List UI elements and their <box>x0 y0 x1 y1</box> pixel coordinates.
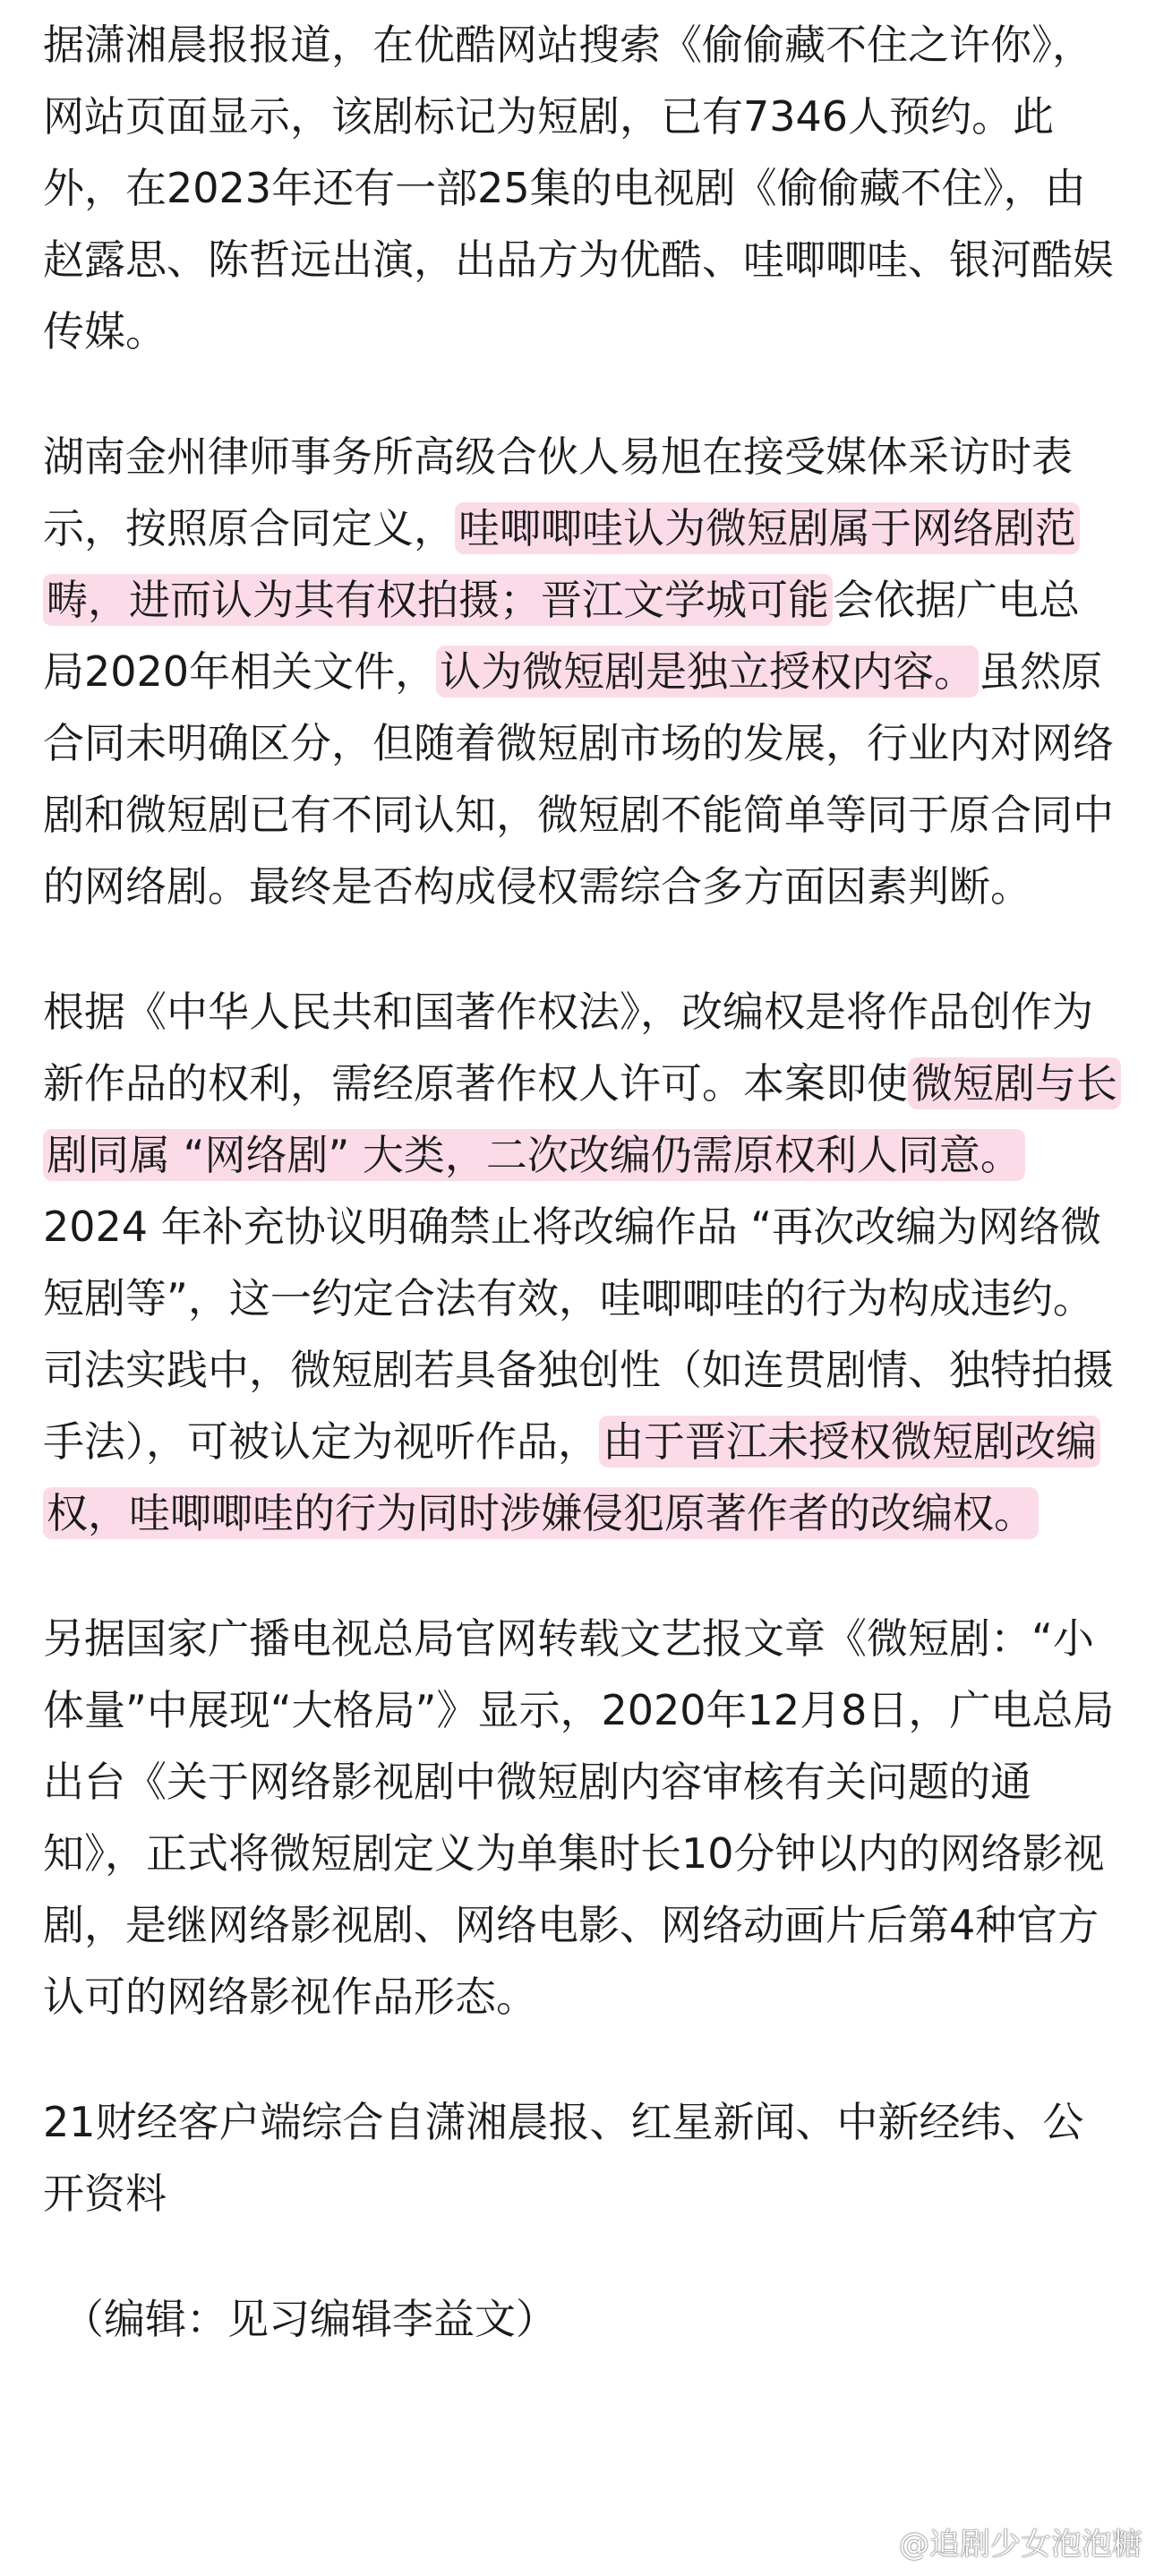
paragraph <box>43 9 1117 367</box>
text-segment: 2024 年补充协议明确禁止将改编作品 “再次改编为网络微短剧等”，这一约定合法有效，哇唧唧哇的行为构成违约。司法实践中，微短剧若具备独创性（如连贯剧情、独特拍摄手法），可被认定为视听作品， <box>43 1202 1114 1466</box>
article-body <box>43 0 1117 2355</box>
paragraph <box>43 1603 1117 2033</box>
watermark-text: @追剧少女泡泡糖 <box>899 2527 1142 2563</box>
text-segment: 虽然原合同未明确区分，但随着微短剧市场的发展，行业内对网络剧和微短剧已有不同认知，微短剧不能简单等同于原合同中的网络剧。最终是否构成侵权需综合多方面因素判断。 <box>43 647 1114 911</box>
highlighted-text: 哇唧唧哇认为微短剧属于网络剧范畴，进而认为其有权拍摄；晋江文学城可能 <box>43 502 1080 626</box>
weibo-icon <box>851 2525 892 2559</box>
text-segment: 根据《中华人民共和国著作权法》，改编权是将作品创作为新作品的权利，需经原著作权人许可。本案即使 <box>43 988 1093 1108</box>
highlighted-text: 微短剧与长剧同属 “网络剧” 大类，二次改编仍需原权利人同意。 <box>43 1057 1121 1181</box>
text-segment: 湖南金州律师事务所高级合伙人易旭在接受媒体采访时表示，按照原合同定义， <box>43 432 1073 552</box>
text-segment: 据潇湘晨报报道，在优酷网站搜索《偷偷藏不住之许你》，网站页面显示，该剧标记为短剧，已有7346人预约。此外，在2023年还有一部25集的电视剧《偷偷藏不住》，由赵露思、陈哲远出演，出品方为优酷、哇唧唧哇、银河酷娱传媒。 <box>43 21 1114 355</box>
paragraph <box>43 421 1117 922</box>
highlighted-text: 认为微短剧是独立授权内容。 <box>436 646 979 697</box>
text-segment: 21财经客户端综合自潇湘晨报、红星新闻、中新经纬、公开资料 <box>43 2098 1084 2218</box>
text-segment: 另据国家广播电视总局官网转载文艺报文章《微短剧：“小体量”中展现“大格局”》显示，2020年12月8日，广电总局出台《关于网络影视剧中微短剧内容审核有关问题的通知》，正式将微短剧定义为单集时长10分钟以内的网络影视剧，是继网络影视剧、网络电影、网络动画片后第4种官方认可的网络影视作品形态。 <box>43 1614 1115 2021</box>
watermark <box>851 2520 1142 2563</box>
text-segment: 会依据广电总局2020年相关文件， <box>43 576 1080 696</box>
editor-credit: （编辑：见习编辑李益文） <box>63 2295 557 2343</box>
highlighted-text: 由于晋江未授权微短剧改编权，哇唧唧哇的行为同时涉嫌侵犯原著作者的改编权。 <box>43 1416 1100 1539</box>
paragraph <box>43 976 1117 1549</box>
paragraph <box>43 2086 1117 2229</box>
